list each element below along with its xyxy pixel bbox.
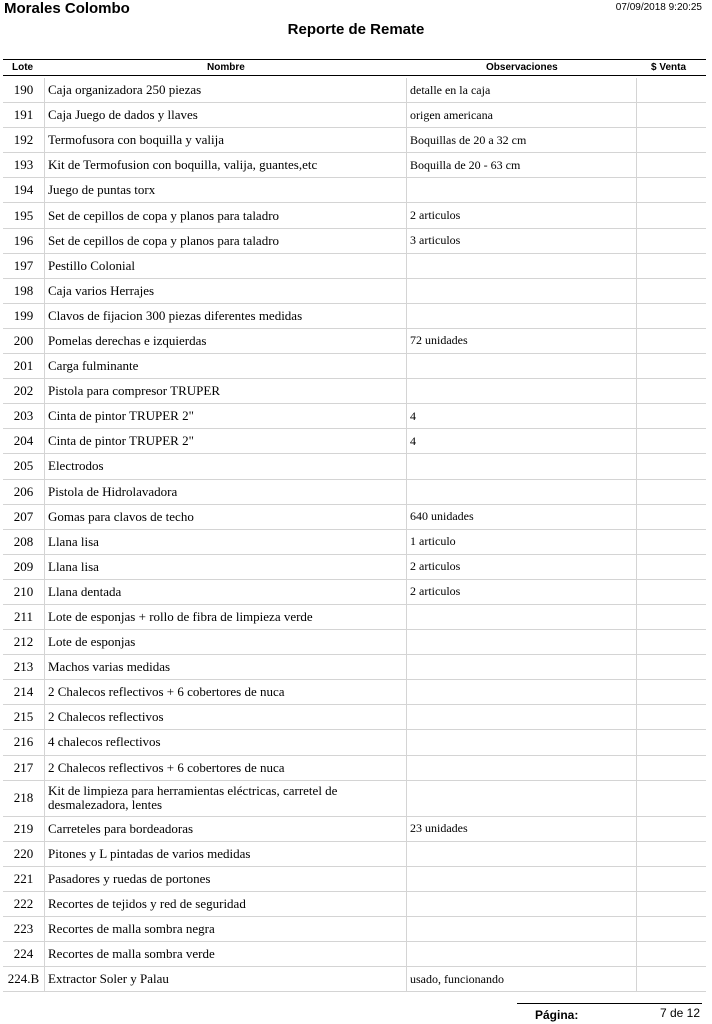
- observaciones-cell: [407, 781, 637, 816]
- table-row: [3, 605, 706, 630]
- table-row: [3, 103, 706, 128]
- table-row: [3, 842, 706, 867]
- column-header-venta: $ Venta: [651, 62, 687, 73]
- lote-cell: 200: [3, 329, 45, 353]
- observaciones-cell: 4: [407, 404, 637, 428]
- venta-cell: [637, 580, 706, 604]
- venta-cell: [637, 781, 706, 816]
- nombre-cell: Cinta de pintor TRUPER 2": [45, 429, 407, 453]
- nombre-cell: Llana lisa: [45, 555, 407, 579]
- observaciones-cell: [407, 379, 637, 403]
- lote-cell: 224: [3, 942, 45, 966]
- table-row: [3, 128, 706, 153]
- header-divider: [3, 59, 706, 60]
- observaciones-cell: [407, 680, 637, 704]
- venta-cell: [637, 379, 706, 403]
- nombre-cell: Caja Juego de dados y llaves: [45, 103, 407, 127]
- table-row: [3, 429, 706, 454]
- table-row: [3, 379, 706, 404]
- lote-cell: 201: [3, 354, 45, 378]
- table-row: [3, 867, 706, 892]
- observaciones-cell: [407, 630, 637, 654]
- observaciones-cell: [407, 842, 637, 866]
- observaciones-cell: [407, 454, 637, 478]
- table-row: [3, 203, 706, 228]
- table-row: [3, 655, 706, 680]
- lote-cell: 206: [3, 480, 45, 504]
- venta-cell: [637, 480, 706, 504]
- lote-cell: 205: [3, 454, 45, 478]
- venta-cell: [637, 867, 706, 891]
- nombre-cell: Lote de esponjas: [45, 630, 407, 654]
- observaciones-cell: 1 articulo: [407, 530, 637, 554]
- observaciones-cell: [407, 354, 637, 378]
- venta-cell: [637, 655, 706, 679]
- venta-cell: [637, 279, 706, 303]
- lote-cell: 207: [3, 505, 45, 529]
- nombre-cell: Kit de Termofusion con boquilla, valija, guantes,etc: [45, 153, 407, 177]
- venta-cell: [637, 917, 706, 941]
- lote-cell: 218: [3, 781, 45, 816]
- lots-table: [3, 78, 706, 992]
- table-row: [3, 705, 706, 730]
- table-row: [3, 730, 706, 755]
- observaciones-cell: [407, 605, 637, 629]
- page-label: Página:: [535, 1008, 579, 1022]
- nombre-cell: Llana lisa: [45, 530, 407, 554]
- venta-cell: [637, 354, 706, 378]
- lote-cell: 193: [3, 153, 45, 177]
- nombre-cell: Carga fulminante: [45, 354, 407, 378]
- observaciones-cell: [407, 254, 637, 278]
- lote-cell: 199: [3, 304, 45, 328]
- venta-cell: [637, 404, 706, 428]
- observaciones-cell: detalle en la caja: [407, 78, 637, 102]
- column-header-lote: Lote: [12, 62, 34, 73]
- column-header-observaciones: Observaciones: [486, 62, 558, 73]
- observaciones-cell: 4: [407, 429, 637, 453]
- table-row: [3, 942, 706, 967]
- table-row: [3, 178, 706, 203]
- nombre-cell: Carreteles para bordeadoras: [45, 817, 407, 841]
- table-row: [3, 580, 706, 605]
- nombre-cell: Clavos de fijacion 300 piezas diferentes medidas: [45, 304, 407, 328]
- venta-cell: [637, 630, 706, 654]
- nombre-cell: 2 Chalecos reflectivos + 6 cobertores de nuca: [45, 680, 407, 704]
- venta-cell: [637, 429, 706, 453]
- lote-cell: 211: [3, 605, 45, 629]
- table-row: [3, 917, 706, 942]
- lote-cell: 215: [3, 705, 45, 729]
- venta-cell: [637, 329, 706, 353]
- nombre-cell: Termofusora con boquilla y valija: [45, 128, 407, 152]
- nombre-cell: Pitones y L pintadas de varios medidas: [45, 842, 407, 866]
- observaciones-cell: [407, 279, 637, 303]
- table-row: [3, 967, 706, 992]
- venta-cell: [637, 203, 706, 227]
- table-row: [3, 505, 706, 530]
- table-row: [3, 229, 706, 254]
- lote-cell: 216: [3, 730, 45, 754]
- lote-cell: 209: [3, 555, 45, 579]
- footer-divider: [517, 1003, 702, 1004]
- table-row: [3, 153, 706, 178]
- venta-cell: [637, 605, 706, 629]
- lote-cell: 194: [3, 178, 45, 202]
- lote-cell: 198: [3, 279, 45, 303]
- observaciones-cell: origen americana: [407, 103, 637, 127]
- nombre-cell: Recortes de tejidos y red de seguridad: [45, 892, 407, 916]
- observaciones-cell: 2 articulos: [407, 203, 637, 227]
- observaciones-cell: 3 articulos: [407, 229, 637, 253]
- lote-cell: 203: [3, 404, 45, 428]
- report-title: Reporte de Remate: [287, 21, 425, 38]
- nombre-cell: Caja varios Herrajes: [45, 279, 407, 303]
- venta-cell: [637, 505, 706, 529]
- table-row: [3, 756, 706, 781]
- nombre-cell: 2 Chalecos reflectivos + 6 cobertores de nuca: [45, 756, 407, 780]
- table-row: [3, 329, 706, 354]
- venta-cell: [637, 153, 706, 177]
- nombre-cell: Pestillo Colonial: [45, 254, 407, 278]
- nombre-cell: Cinta de pintor TRUPER 2": [45, 404, 407, 428]
- observaciones-cell: Boquillas de 20 a 32 cm: [407, 128, 637, 152]
- table-row: [3, 817, 706, 842]
- nombre-cell: Llana dentada: [45, 580, 407, 604]
- table-row: [3, 354, 706, 379]
- lote-cell: 204: [3, 429, 45, 453]
- table-row: [3, 781, 706, 817]
- table-row: [3, 480, 706, 505]
- nombre-cell: Pistola para compresor TRUPER: [45, 379, 407, 403]
- nombre-cell: Lote de esponjas + rollo de fibra de limpieza verde: [45, 605, 407, 629]
- table-row: [3, 404, 706, 429]
- lote-cell: 220: [3, 842, 45, 866]
- venta-cell: [637, 103, 706, 127]
- venta-cell: [637, 128, 706, 152]
- nombre-cell: Pomelas derechas e izquierdas: [45, 329, 407, 353]
- lote-cell: 196: [3, 229, 45, 253]
- observaciones-cell: 2 articulos: [407, 555, 637, 579]
- table-row: [3, 279, 706, 304]
- nombre-cell: Pasadores y ruedas de portones: [45, 867, 407, 891]
- nombre-cell: Electrodos: [45, 454, 407, 478]
- nombre-cell: Pistola de Hidrolavadora: [45, 480, 407, 504]
- table-row: [3, 78, 706, 103]
- nombre-cell: 2 Chalecos reflectivos: [45, 705, 407, 729]
- venta-cell: [637, 78, 706, 102]
- lote-cell: 221: [3, 867, 45, 891]
- observaciones-cell: [407, 942, 637, 966]
- venta-cell: [637, 817, 706, 841]
- nombre-cell: Recortes de malla sombra verde: [45, 942, 407, 966]
- observaciones-cell: Boquilla de 20 - 63 cm: [407, 153, 637, 177]
- lote-cell: 224.B: [3, 967, 45, 991]
- observaciones-cell: 2 articulos: [407, 580, 637, 604]
- table-row: [3, 304, 706, 329]
- lote-cell: 192: [3, 128, 45, 152]
- lote-cell: 214: [3, 680, 45, 704]
- nombre-cell: Gomas para clavos de techo: [45, 505, 407, 529]
- venta-cell: [637, 680, 706, 704]
- lote-cell: 195: [3, 203, 45, 227]
- observaciones-cell: [407, 655, 637, 679]
- venta-cell: [637, 555, 706, 579]
- venta-cell: [637, 842, 706, 866]
- column-header-divider: [3, 75, 706, 76]
- venta-cell: [637, 967, 706, 991]
- venta-cell: [637, 942, 706, 966]
- observaciones-cell: 23 unidades: [407, 817, 637, 841]
- venta-cell: [637, 705, 706, 729]
- company-name: Morales Colombo: [4, 0, 130, 17]
- observaciones-cell: [407, 917, 637, 941]
- nombre-cell: Machos varias medidas: [45, 655, 407, 679]
- venta-cell: [637, 756, 706, 780]
- venta-cell: [637, 178, 706, 202]
- lote-cell: 212: [3, 630, 45, 654]
- observaciones-cell: [407, 178, 637, 202]
- lote-cell: 219: [3, 817, 45, 841]
- lote-cell: 190: [3, 78, 45, 102]
- nombre-cell: Recortes de malla sombra negra: [45, 917, 407, 941]
- table-row: [3, 254, 706, 279]
- observaciones-cell: [407, 892, 637, 916]
- venta-cell: [637, 730, 706, 754]
- lote-cell: 202: [3, 379, 45, 403]
- nombre-cell: Kit de limpieza para herramientas eléctricas, carretel de desmalezadora, lentes: [45, 781, 407, 816]
- column-header-nombre: Nombre: [207, 62, 245, 73]
- observaciones-cell: [407, 730, 637, 754]
- nombre-cell: Set de cepillos de copa y planos para taladro: [45, 229, 407, 253]
- venta-cell: [637, 530, 706, 554]
- nombre-cell: Juego de puntas torx: [45, 178, 407, 202]
- observaciones-cell: 640 unidades: [407, 505, 637, 529]
- table-row: [3, 680, 706, 705]
- lote-cell: 210: [3, 580, 45, 604]
- lote-cell: 223: [3, 917, 45, 941]
- nombre-cell: 4 chalecos reflectivos: [45, 730, 407, 754]
- venta-cell: [637, 229, 706, 253]
- venta-cell: [637, 892, 706, 916]
- table-row: [3, 555, 706, 580]
- nombre-cell: Extractor Soler y Palau: [45, 967, 407, 991]
- observaciones-cell: 72 unidades: [407, 329, 637, 353]
- lote-cell: 191: [3, 103, 45, 127]
- observaciones-cell: [407, 756, 637, 780]
- observaciones-cell: [407, 480, 637, 504]
- table-row: [3, 630, 706, 655]
- venta-cell: [637, 254, 706, 278]
- lote-cell: 208: [3, 530, 45, 554]
- observaciones-cell: [407, 705, 637, 729]
- observaciones-cell: usado, funcionando: [407, 967, 637, 991]
- table-row: [3, 892, 706, 917]
- venta-cell: [637, 304, 706, 328]
- table-row: [3, 454, 706, 479]
- table-row: [3, 530, 706, 555]
- nombre-cell: Caja organizadora 250 piezas: [45, 78, 407, 102]
- venta-cell: [637, 454, 706, 478]
- observaciones-cell: [407, 867, 637, 891]
- lote-cell: 222: [3, 892, 45, 916]
- nombre-cell: Set de cepillos de copa y planos para taladro: [45, 203, 407, 227]
- observaciones-cell: [407, 304, 637, 328]
- lote-cell: 213: [3, 655, 45, 679]
- lote-cell: 197: [3, 254, 45, 278]
- page-number: 7 de 12: [659, 1006, 700, 1020]
- report-datetime: 07/09/2018 9:20:25: [615, 2, 702, 13]
- lote-cell: 217: [3, 756, 45, 780]
